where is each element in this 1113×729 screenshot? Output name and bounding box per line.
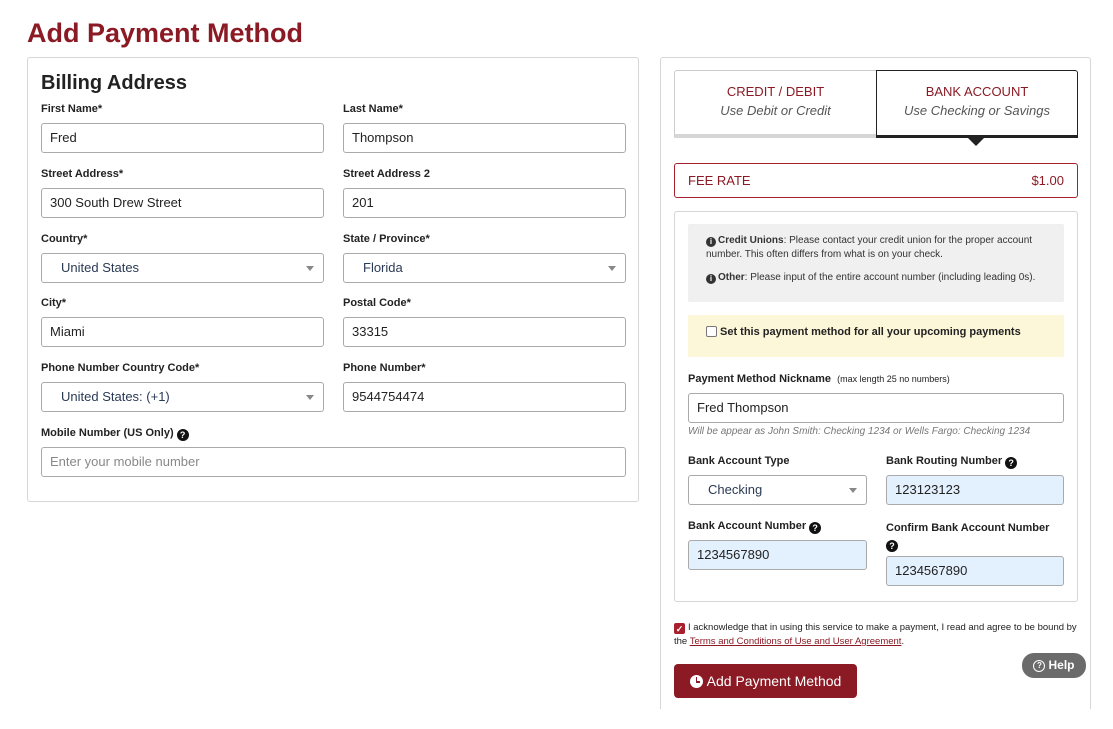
last-name-input[interactable]: Thompson [343, 123, 626, 153]
payment-method-panel [660, 57, 1091, 709]
upcoming-payments-checkbox[interactable] [706, 326, 717, 337]
state-select-value: Florida [363, 260, 403, 275]
nickname-label-text: Payment Method Nickname [688, 373, 832, 385]
account-number-label [688, 520, 821, 534]
postal-code-input[interactable]: 33315 [343, 317, 626, 347]
question-circle-icon[interactable]: ? [809, 522, 821, 534]
question-circle-icon: ? [1033, 660, 1045, 672]
fee-rate-value: $1.00 [1031, 173, 1064, 188]
other-text: : Please input of the entire account number (including leading 0s). [744, 272, 1036, 283]
routing-number-label-text: Bank Routing Number [886, 455, 1003, 467]
tab-credit-debit-subtitle: Use Debit or Credit [720, 103, 831, 118]
question-circle-icon[interactable]: ? [1005, 457, 1017, 469]
street-address-2-input[interactable]: 201 [343, 188, 626, 218]
chevron-down-icon [306, 395, 314, 400]
routing-number-label [886, 455, 1017, 469]
mobile-number-label [41, 427, 189, 441]
fee-rate-box [674, 163, 1078, 198]
acknowledge-checkbox[interactable]: ✓ [675, 624, 684, 634]
tab-bank-account-subtitle: Use Checking or Savings [904, 103, 1050, 118]
phone-country-code-value: United States: (+1) [61, 389, 170, 404]
fee-rate-label: FEE RATE [688, 173, 751, 188]
country-select[interactable] [41, 253, 324, 283]
nickname-hint: (max length 25 no numbers) [837, 374, 950, 384]
street-address-input[interactable]: 300 South Drew Street [41, 188, 324, 218]
question-circle-icon[interactable]: ? [886, 540, 898, 552]
clock-icon [690, 675, 703, 688]
account-number-label-text: Bank Account Number [688, 520, 807, 532]
routing-number-input[interactable]: 123123123 [886, 475, 1064, 505]
tab-credit-debit-title: CREDIT / DEBIT [726, 84, 825, 99]
bank-account-type-label: Bank Account Type [688, 455, 790, 467]
acknowledgement-end: . [901, 636, 905, 647]
chevron-down-icon [608, 266, 616, 271]
terms-link[interactable]: Terms and Conditions of Use and User Agreement [689, 636, 902, 647]
other-note [706, 271, 1048, 285]
credit-unions-label: Credit Unions [718, 235, 784, 246]
phone-country-code-select[interactable] [41, 382, 324, 412]
acknowledgement [674, 621, 1078, 649]
active-tab-indicator [968, 138, 984, 146]
nickname-input[interactable]: Fred Thompson [688, 393, 1064, 423]
upcoming-payments-label: Set this payment method for all your upcoming payments [720, 326, 1021, 338]
nickname-label [688, 373, 950, 385]
add-payment-method-label: Add Payment Method [706, 673, 842, 689]
mobile-number-input[interactable]: Enter your mobile number [41, 447, 626, 477]
confirm-account-number-label [886, 520, 1066, 552]
phone-number-input[interactable]: 9544754474 [343, 382, 626, 412]
nickname-helper-text: Will be appear as John Smith: Checking 1234 or Wells Fargo: Checking 1234 [688, 426, 1031, 437]
bank-account-form [674, 211, 1078, 602]
phone-number-label: Phone Number* [343, 362, 426, 374]
country-label: Country* [41, 233, 88, 245]
mobile-number-label-text: Mobile Number (US Only) [41, 427, 174, 439]
last-name-label: Last Name* [343, 103, 403, 115]
state-label: State / Province* [343, 233, 430, 245]
help-button[interactable] [1022, 653, 1086, 678]
page-title: Add Payment Method [27, 18, 304, 48]
add-payment-method-button[interactable] [674, 664, 857, 698]
tab-bank-account[interactable] [876, 70, 1078, 138]
other-label: Other [718, 272, 745, 283]
bank-account-type-select[interactable] [688, 475, 867, 505]
state-select[interactable] [343, 253, 626, 283]
country-select-value: United States [61, 260, 140, 275]
phone-country-code-label: Phone Number Country Code* [41, 362, 200, 374]
info-icon: i [706, 274, 716, 284]
credit-unions-note [706, 234, 1048, 262]
bank-account-type-value: Checking [708, 482, 763, 497]
chevron-down-icon [849, 488, 857, 493]
tab-bank-account-title: BANK ACCOUNT [925, 84, 1029, 99]
credit-unions-text: : Please contact your credit union for the proper account number. This often differs from what is on your check. [706, 235, 1033, 260]
acknowledgement-text: I acknowledge that in using this service to make a payment, I read and agree to be bound by the [674, 622, 1077, 647]
info-icon: i [706, 237, 716, 247]
chevron-down-icon [306, 266, 314, 271]
first-name-input[interactable]: Fred [41, 123, 324, 153]
city-label: City* [41, 297, 67, 309]
account-number-input[interactable]: 1234567890 [688, 540, 867, 570]
city-input[interactable]: Miami [41, 317, 324, 347]
tab-credit-debit[interactable] [674, 70, 876, 138]
upcoming-payments-notice [688, 315, 1064, 357]
first-name-label: First Name* [41, 103, 103, 115]
street-address-label: Street Address* [41, 168, 124, 180]
confirm-account-number-label-text: Confirm Bank Account Number [886, 522, 1050, 534]
street-address-2-label: Street Address 2 [343, 168, 431, 180]
billing-address-title: Billing Address [41, 72, 187, 94]
confirm-account-number-input[interactable]: 1234567890 [886, 556, 1064, 586]
billing-address-panel [27, 57, 639, 502]
account-info-notice [688, 224, 1064, 302]
help-label: Help [1048, 658, 1075, 672]
postal-code-label: Postal Code* [343, 297, 411, 309]
question-circle-icon[interactable]: ? [177, 429, 189, 441]
